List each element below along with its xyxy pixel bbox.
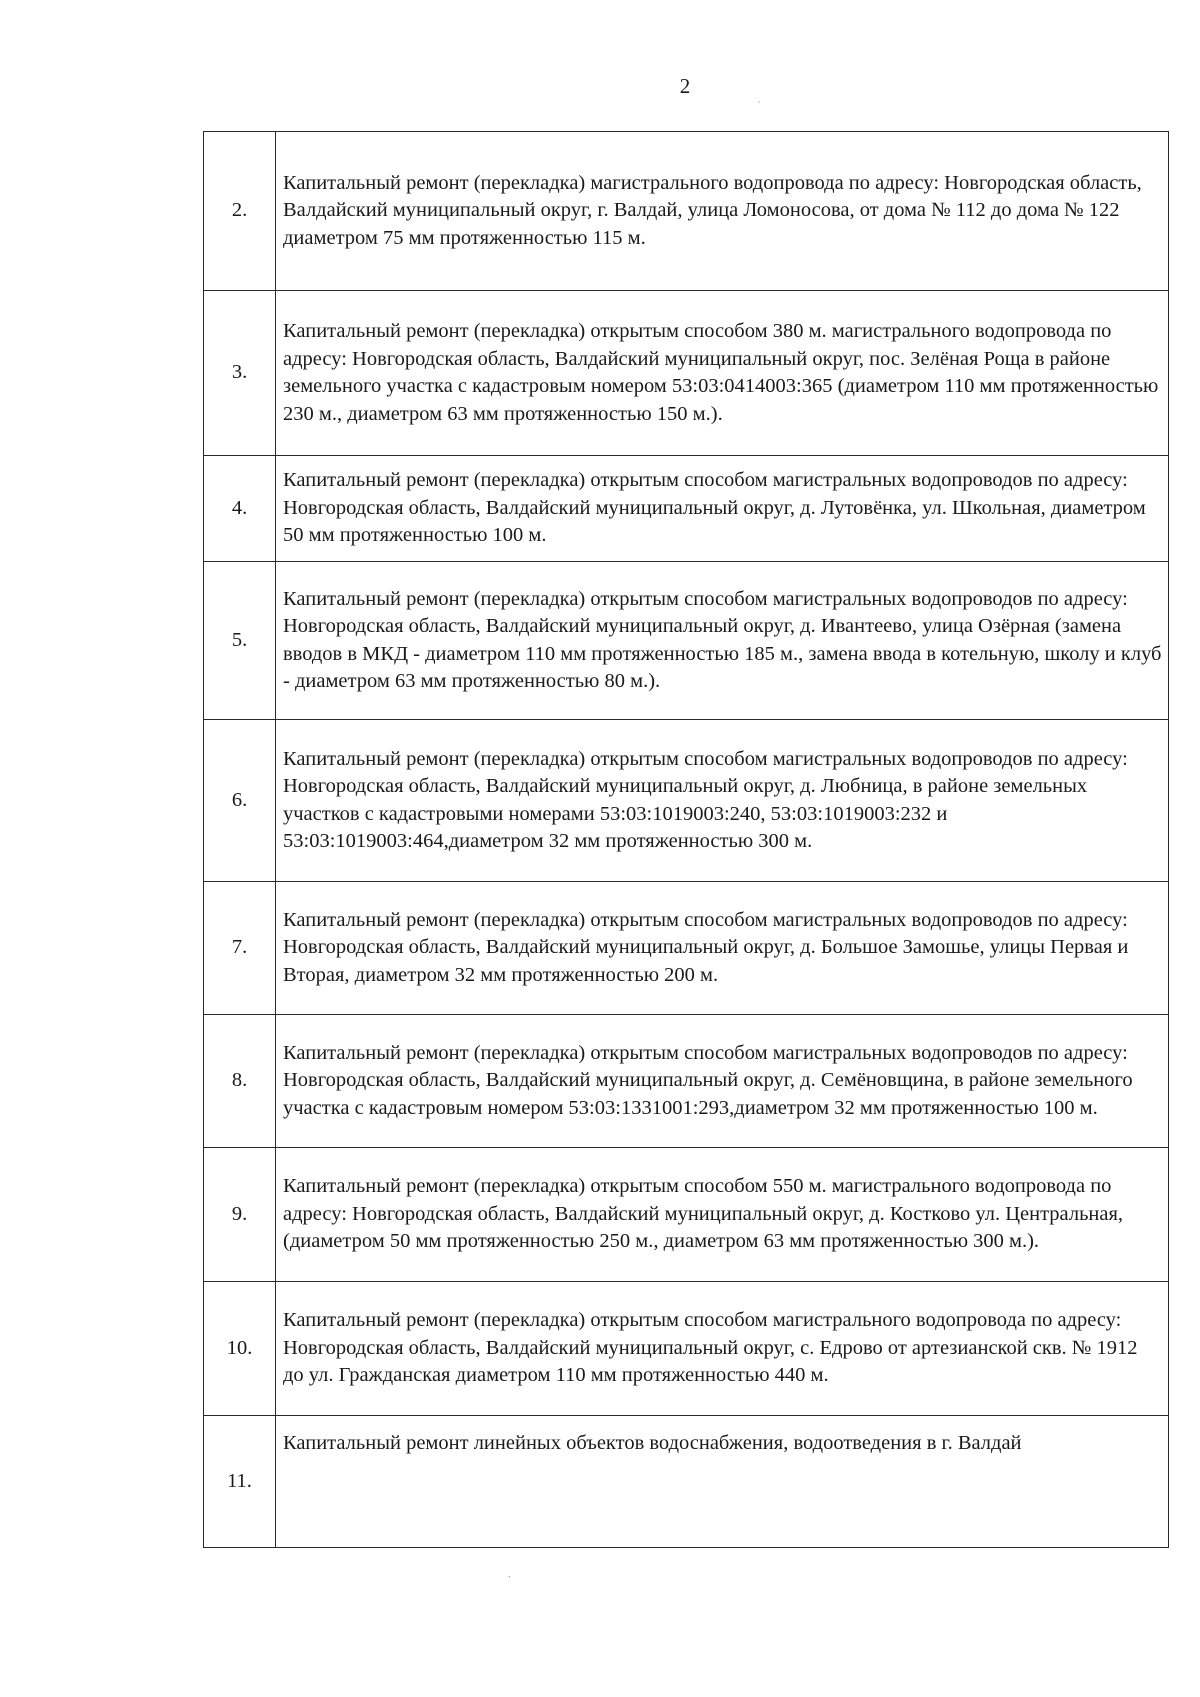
- scan-artifact-mark: ˊ: [756, 101, 761, 112]
- row-number: 4.: [204, 456, 276, 562]
- table-row: [204, 562, 1169, 720]
- row-description: Капитальный ремонт (перекладка) открытым способом магистральных водопроводов по адресу: Новгородская область, Валдайский муниципальный округ, д. Лутовёнка, ул. Школьная, диаметром 50 мм протяженностью 100 м.: [276, 456, 1169, 562]
- table-row: [204, 1015, 1169, 1148]
- row-number: 5.: [204, 562, 276, 720]
- row-description: Капитальный ремонт линейных объектов водоснабжения, водоотведения в г. Валдай: [276, 1416, 1169, 1548]
- row-number: 3.: [204, 291, 276, 456]
- row-number: 11.: [204, 1416, 276, 1548]
- row-description: Капитальный ремонт (перекладка) открытым способом магистральных водопроводов по адресу: Новгородская область, Валдайский муниципальный округ, д. Ивантеево, улица Озёрная (замена вводов в МКД - диаметром 110 мм протяженностью 185 м., замена ввода в котельную, школу и клуб - диаметром 63 мм протяженностью 80 м.).: [276, 562, 1169, 720]
- row-number: 2.: [204, 132, 276, 291]
- row-description: Капитальный ремонт (перекладка) открытым способом 550 м. магистрального водопровода по адресу: Новгородская область, Валдайский муниципальный округ, д. Костково ул. Центральная, (диаметром 50 мм протяженностью 250 м., диаметром 63 мм протяженностью 300 м.).: [276, 1148, 1169, 1282]
- row-number: 8.: [204, 1015, 276, 1148]
- page-number: 2: [679, 74, 691, 98]
- table-row: [204, 720, 1169, 882]
- scan-artifact-mark: ˑ: [508, 1573, 512, 1584]
- row-description: Капитальный ремонт (перекладка) открытым способом магистральных водопроводов по адресу: Новгородская область, Валдайский муниципальный округ, д. Большое Замошье, улицы Первая и Вторая, диаметром 32 мм протяженностью 200 м.: [276, 882, 1169, 1015]
- row-description: Капитальный ремонт (перекладка) открытым способом магистрального водопровода по адресу: Новгородская область, Валдайский муниципальный округ, с. Едрово от артезианской скв. № 1912 до ул. Гражданская диаметром 110 мм протяженностью 440 м.: [276, 1282, 1169, 1416]
- table-row: [204, 132, 1169, 291]
- row-description: Капитальный ремонт (перекладка) открытым способом 380 м. магистрального водопровода по адресу: Новгородская область, Валдайский муниципальный округ, пос. Зелёная Роща в районе земельного участка с кадастровым номером 53:03:0414003:365 (диаметром 110 мм протяженностью 230 м., диаметром 63 мм протяженностью 150 м.).: [276, 291, 1169, 456]
- row-number: 6.: [204, 720, 276, 882]
- table-row: [204, 456, 1169, 562]
- table-row: [204, 291, 1169, 456]
- table-row: [204, 882, 1169, 1015]
- table-row: [204, 1148, 1169, 1282]
- table-row: [204, 1416, 1169, 1548]
- table-row: [204, 1282, 1169, 1416]
- row-description: Капитальный ремонт (перекладка) открытым способом магистральных водопроводов по адресу: Новгородская область, Валдайский муниципальный округ, д. Любница, в районе земельных участков с кадастровыми номерами 53:03:1019003:240, 53:03:1019003:232 и 53:03:1019003:464,диаметром 32 мм протяженностью 300 м.: [276, 720, 1169, 882]
- row-description: Капитальный ремонт (перекладка) магистрального водопровода по адресу: Новгородская область, Валдайский муниципальный округ, г. Валдай, улица Ломоносова, от дома № 112 до дома № 122 диаметром 75 мм протяженностью 115 м.: [276, 132, 1169, 291]
- row-number: 7.: [204, 882, 276, 1015]
- row-description: Капитальный ремонт (перекладка) открытым способом магистральных водопроводов по адресу: Новгородская область, Валдайский муниципальный округ, д. Семёновщина, в районе земельного участка с кадастровым номером 53:03:1331001:293,диаметром 32 мм протяженностью 100 м.: [276, 1015, 1169, 1148]
- works-table: [203, 131, 1169, 1548]
- row-number: 10.: [204, 1282, 276, 1416]
- row-number: 9.: [204, 1148, 276, 1282]
